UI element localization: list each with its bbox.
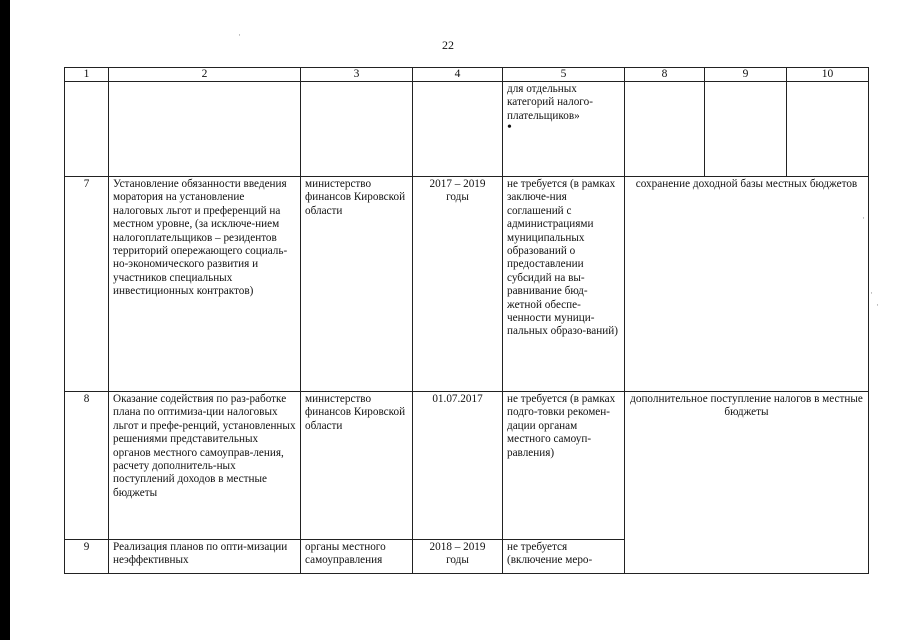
page-number: 22 <box>442 38 454 52</box>
column-header-row <box>65 68 869 82</box>
table-cell <box>705 82 787 177</box>
plan-table <box>64 67 869 574</box>
bullet-mark: • <box>507 120 512 136</box>
column-header: 2 <box>109 68 301 82</box>
column-header: 10 <box>787 68 869 82</box>
measure-cell: Установление обязанности введения моратория на установление налоговых льгот и преференций на местном уровне, (за исключе-нием налогоплательщиков – резидентов территорий опережающего социаль-но-экономического развития и участников специальных инвестиционных контрактов) <box>109 177 301 392</box>
table-cell <box>109 82 301 177</box>
column-header: 4 <box>413 68 503 82</box>
measure-cell: Оказание содействия по раз-работке плана по оптимиза-ции налоговых льгот и префе-ренций, установленных решениями представительных органов местного самоуправ-ления, расчету дополнитель-ных поступлений доходов в местные бюджеты <box>109 392 301 540</box>
row-number: 9 <box>65 540 109 574</box>
funding-cell: не требуется (включение меро- <box>503 540 625 574</box>
result-cell: дополнительное поступление налогов в местные бюджеты <box>625 392 869 574</box>
scan-speck: · <box>876 300 879 310</box>
term-cell: 2017 – 2019 годы <box>413 177 503 392</box>
table-cell <box>65 82 109 177</box>
column-header: 8 <box>625 68 705 82</box>
term-cell: 01.07.2017 <box>413 392 503 540</box>
measure-cell: Реализация планов по опти-мизации неэффективных <box>109 540 301 574</box>
column-header: 5 <box>503 68 625 82</box>
scan-edge-bar <box>0 0 10 640</box>
table-row-continuation <box>65 82 869 177</box>
executor-cell: министерство финансов Кировской области <box>301 177 413 392</box>
scan-speck: · <box>238 30 241 40</box>
column-header: 9 <box>705 68 787 82</box>
scan-speck: · <box>862 213 865 223</box>
column-header: 1 <box>65 68 109 82</box>
table-cell <box>625 82 705 177</box>
table-cell <box>413 82 503 177</box>
table-cell <box>787 82 869 177</box>
column-header: 3 <box>301 68 413 82</box>
funding-text: для отдельных категорий налого-плательщиков» <box>507 83 593 122</box>
row-number: 8 <box>65 392 109 540</box>
result-cell: сохранение доходной базы местных бюджетов <box>625 177 869 392</box>
table-row <box>65 392 869 540</box>
executor-cell: министерство финансов Кировской области <box>301 392 413 540</box>
scan-speck: · <box>870 288 873 298</box>
table-cell-funding <box>503 82 625 177</box>
row-number: 7 <box>65 177 109 392</box>
table-row <box>65 177 869 392</box>
funding-cell: не требуется (в рамках заключе-ния соглашений с администрациями муниципальных образований о предоставлении субсидий на вы-равнивание бюд-жетной обеспе-ченности муници-пальных образо-ваний) <box>503 177 625 392</box>
executor-cell: органы местного самоуправления <box>301 540 413 574</box>
funding-cell: не требуется (в рамках подго-товки рекомен-дации органам местного самоуп-равления) <box>503 392 625 540</box>
table-cell <box>301 82 413 177</box>
term-cell: 2018 – 2019 годы <box>413 540 503 574</box>
